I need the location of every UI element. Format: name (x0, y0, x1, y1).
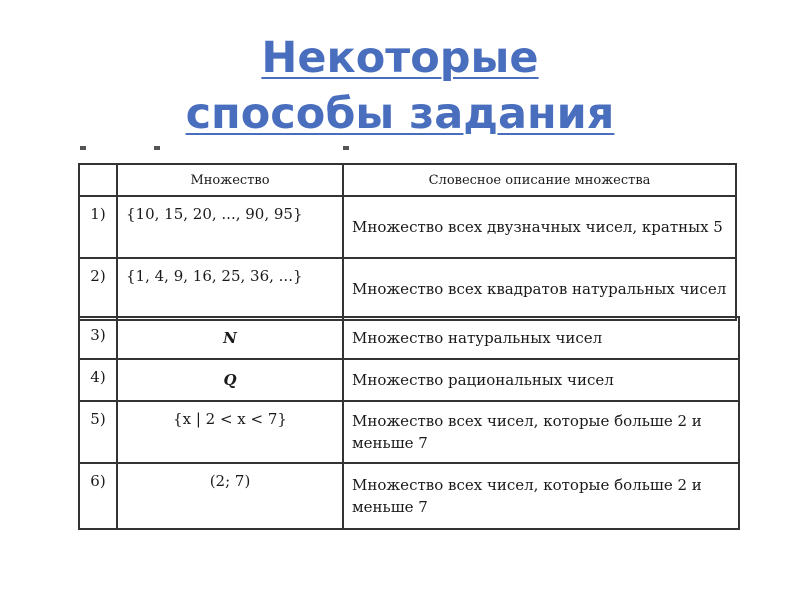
set-description: Множество рациональных чисел (343, 359, 739, 401)
title-line-2: способы задания (185, 89, 615, 139)
table-header-row (79, 164, 736, 196)
table-row (79, 401, 739, 463)
scan-mark (343, 146, 349, 150)
set-description: Множество всех двузначных чисел, кратных 5 (343, 196, 736, 258)
page-title (0, 30, 800, 142)
table-row (79, 463, 739, 529)
set-notation: (2; 7) (117, 463, 343, 529)
row-number: 5) (79, 401, 117, 463)
scan-mark (80, 146, 86, 150)
row-number: 1) (79, 196, 117, 258)
header-set-cell: Множество (117, 164, 343, 196)
set-description: Множество всех чисел, которые больше 2 и меньше 7 (343, 463, 739, 529)
sets-table-bottom (78, 316, 740, 530)
table-row (79, 317, 739, 359)
set-notation: {x | 2 < x < 7} (117, 401, 343, 463)
title-line-1: Некоторые (261, 33, 539, 83)
scan-mark (154, 146, 160, 150)
row-number: 6) (79, 463, 117, 529)
set-description: Множество всех квадратов натуральных чисел (343, 258, 736, 320)
table-row (79, 258, 736, 320)
row-number: 2) (79, 258, 117, 320)
set-description: Множество всех чисел, которые больше 2 и меньше 7 (343, 401, 739, 463)
set-notation: {1, 4, 9, 16, 25, 36, ...} (117, 258, 343, 320)
header-desc-cell: Словесное описание множества (343, 164, 736, 196)
table-row (79, 359, 739, 401)
set-notation: Q (117, 359, 343, 401)
table-row (79, 196, 736, 258)
header-num-cell (79, 164, 117, 196)
row-number: 4) (79, 359, 117, 401)
set-description: Множество натуральных чисел (343, 317, 739, 359)
row-number: 3) (79, 317, 117, 359)
sets-table-top (78, 163, 737, 321)
set-notation: {10, 15, 20, ..., 90, 95} (117, 196, 343, 258)
set-notation: N (117, 317, 343, 359)
